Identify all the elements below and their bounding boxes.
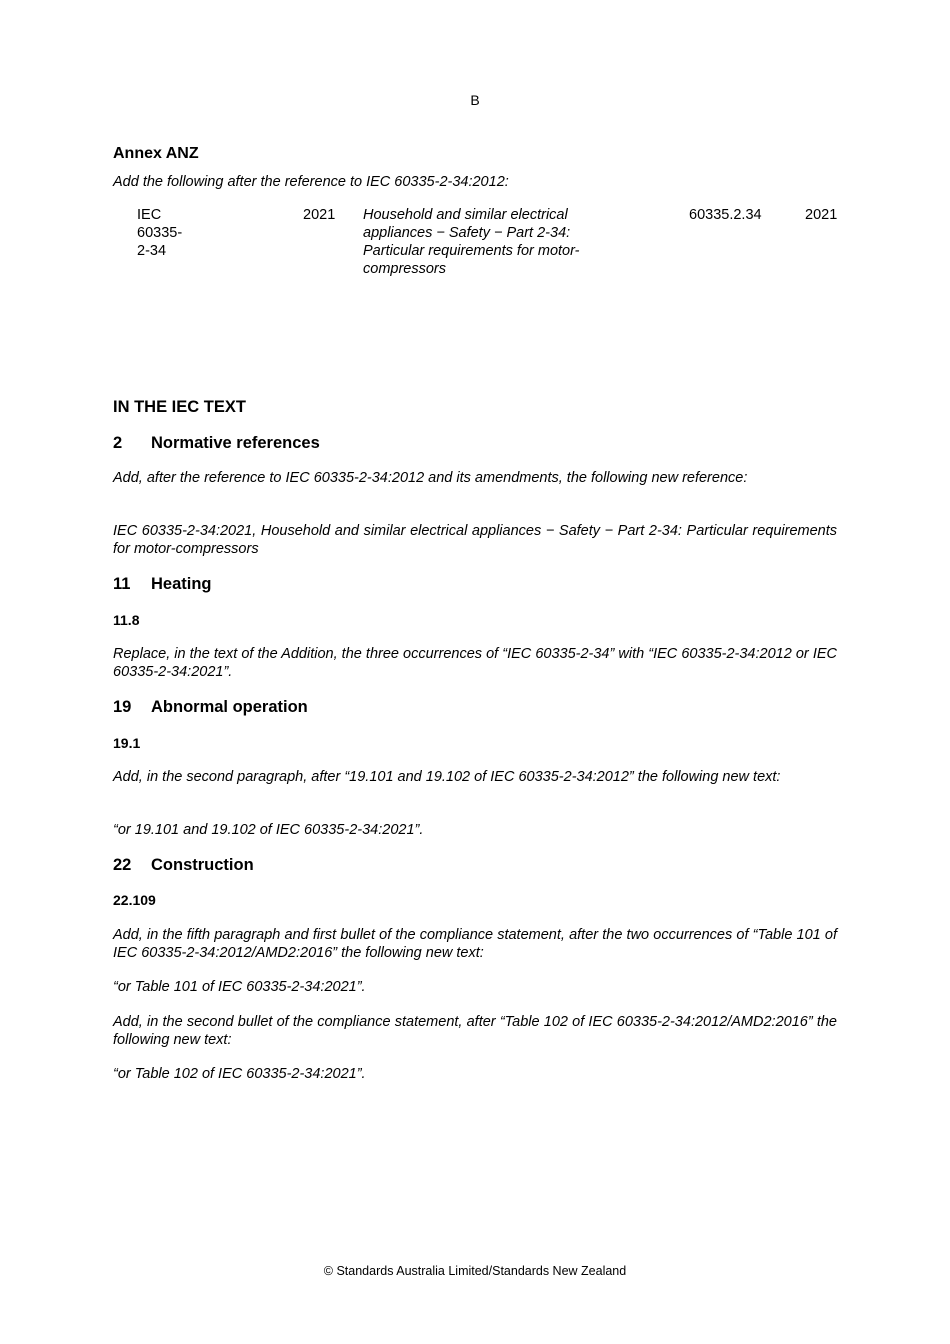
reference-title-line: compressors xyxy=(363,261,446,277)
section-title: Normative references xyxy=(151,434,320,452)
section-number: 19 xyxy=(113,698,132,716)
section-19-heading xyxy=(113,698,837,717)
section-22-paragraph-1: Add, in the fifth paragraph and first bullet of the compliance statement, after the two occurrences of “Table 101 of IEC 60335-2-34:2012/AMD2:2016” the following new text: xyxy=(113,927,837,961)
page-letter: B xyxy=(470,92,480,108)
annex-title: Annex ANZ xyxy=(113,145,199,162)
subclause-19-1: 19.1 xyxy=(113,735,141,751)
as-number: 60335.2.34 xyxy=(689,207,762,223)
annex-intro: Add the following after the reference to IEC 60335-2-34:2012: xyxy=(113,174,509,190)
section-number: 11 xyxy=(113,575,131,593)
section-22-paragraph-4: “or Table 102 of IEC 60335-2-34:2021”. xyxy=(113,1066,366,1082)
section-22-paragraph-3: Add, in the second bullet of the compliance statement, after “Table 102 of IEC 60335-2-34:2012/AMD2:2016” the following new text: xyxy=(113,1014,837,1048)
section-19-paragraph-2: “or 19.101 and 19.102 of IEC 60335-2-34:2021”. xyxy=(113,822,424,838)
subclause-11-8: 11.8 xyxy=(113,612,140,628)
section-22-paragraph-2: “or Table 101 of IEC 60335-2-34:2021”. xyxy=(113,979,366,995)
iec-number: IEC 60335-2-34 xyxy=(137,207,183,259)
section-number: 22 xyxy=(113,856,132,874)
reference-title xyxy=(363,206,663,278)
as-year: 2021 xyxy=(805,207,838,223)
reference-title-line: Household and similar electrical xyxy=(363,207,568,223)
section-title: Construction xyxy=(151,856,254,874)
reference-title-line: Particular requirements for motor- xyxy=(363,243,580,259)
subclause-22-109: 22.109 xyxy=(113,892,156,908)
section-19-paragraph-1: Add, in the second paragraph, after “19.101 and 19.102 of IEC 60335-2-34:2012” the following new text: xyxy=(113,769,781,785)
reference-title-line: appliances − Safety − Part 2-34: xyxy=(363,225,571,241)
section-2-paragraph-1: Add, after the reference to IEC 60335-2-34:2012 and its amendments, the following new reference: xyxy=(113,470,748,486)
copyright-footer: © Standards Australia Limited/Standards New Zealand xyxy=(323,1264,627,1278)
section-title: Heating xyxy=(151,575,212,593)
section-11-heading xyxy=(113,575,837,594)
section-title: Abnormal operation xyxy=(151,698,308,716)
iec-year: 2021 xyxy=(303,207,336,223)
section-11-paragraph-1: Replace, in the text of the Addition, the three occurrences of “IEC 60335-2-34” with “IEC 60335-2-34:2012 or IEC 60335-2-34:2021”. xyxy=(113,646,837,680)
section-2-paragraph-2: IEC 60335-2-34:2021, Household and similar electrical appliances − Safety − Part 2-34: Particular requirements for motor-compressors xyxy=(113,523,837,557)
in-iec-text-heading: IN THE IEC TEXT xyxy=(113,398,246,416)
section-2-heading xyxy=(113,434,837,453)
section-number: 2 xyxy=(113,434,123,452)
section-22-heading xyxy=(113,856,837,875)
